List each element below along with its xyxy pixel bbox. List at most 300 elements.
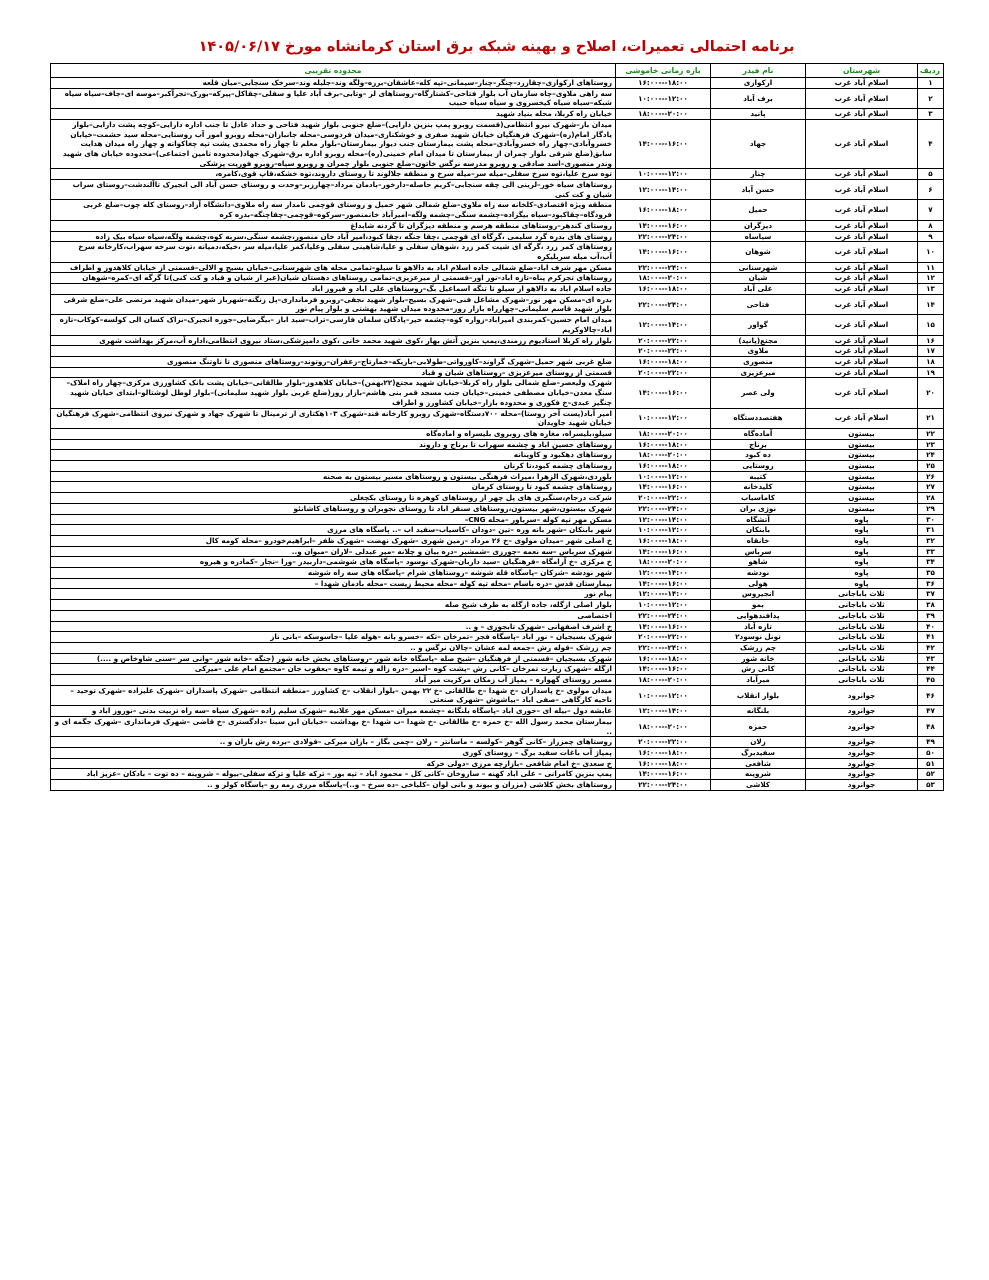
cell-city: پاوه	[806, 514, 918, 525]
cell-idx: ۵۳	[918, 780, 944, 791]
cell-city: ثلاث باباجانی	[806, 675, 918, 686]
cell-idx: ۹	[918, 231, 944, 242]
table-row	[51, 78, 944, 89]
cell-area: روستاهای دهکبود و کاوینانه	[51, 450, 616, 461]
cell-feeder: ولی عصر	[711, 378, 806, 408]
table-row	[51, 675, 944, 686]
table-row	[51, 482, 944, 493]
cell-city: بیستون	[806, 450, 918, 461]
cell-time: ۱۲:۰۰---۱۴:۰۰	[616, 589, 711, 600]
cell-area: عابشه دول –بیله ای –حوری اباد –پاسگاه بلنگانه –چشمه میران –مسکن مهر علانیه –شهرک سلیم زاده –شهرک سیاه –سه راه تربیت بدنی –نوروز اباد و	[51, 706, 616, 717]
cell-feeder: حمزه	[711, 716, 806, 736]
table-row	[51, 589, 944, 600]
table-row	[51, 535, 944, 546]
cell-time: ۱۲:۰۰---۱۴:۰۰	[616, 706, 711, 717]
cell-area: قسمتی از روستای میرعزیزی –روستاهای شیان و قباد	[51, 367, 616, 378]
cell-city: پاوه	[806, 568, 918, 579]
cell-time: ۱۴:۰۰---۱۶:۰۰	[616, 664, 711, 675]
table-row	[51, 180, 944, 200]
cell-area: شهرک بسیجیان –قسمتی از فرهنگیان –شیخ صله –پاسگاه خانه شور –روستاهای بخش خانه شور (جنگه –خانه شور –وانی سر –سنی شاوخاص و ....)	[51, 653, 616, 664]
cell-feeder: بلوار انقلاب	[711, 685, 806, 705]
cell-time: ۱۴:۰۰---۱۶:۰۰	[616, 769, 711, 780]
cell-area: شهرک ولیعصر–ضلع شمالی بلوار راه کربلا–خیابان شهید مجتع(۲۲بهمن)–خیابان کلاهدوز–بلوار طالقانی–خیابان پشت بانک کشاورزی مرکزی–چهار راه املاک–سنگ معدن–خیابان مصطفی خمینی–خیابان جنب مسجد قمر بنی هاشم–بازار روز(ضلع غربی بلوار شهید سلیمانی)–بلوار لوطل لوشتالو–ابتدای خیابان شهید چنگیز عبدی–خ فکوری و محدوده بازار–خیابان کشاورز و اطراف	[51, 378, 616, 408]
cell-feeder: میرعزیزی	[711, 367, 806, 378]
table-row	[51, 685, 944, 705]
cell-feeder: نوژی بران	[711, 503, 806, 514]
cell-time: ۱۲:۰۰---۱۴:۰۰	[616, 315, 711, 335]
cell-time: ۲۲:۰۰---۲۴:۰۰	[616, 780, 711, 791]
table-row	[51, 242, 944, 262]
cell-city: اسلام آباد غرب	[806, 180, 918, 200]
cell-area: روستاهای تجرکرم پناه–تازه اباد–نور اور–قسمتی از میرعزیزی–تمامی روستاهای دهستان شیان(غیر از شیان و قباد و کت کنی)تا گرگه ای–کمره–شوهان	[51, 273, 616, 284]
cell-feeder: خانقاه	[711, 535, 806, 546]
cell-feeder: شوهان	[711, 242, 806, 262]
table-row	[51, 780, 944, 791]
cell-time: ۱۲:۰۰---۱۴:۰۰	[616, 568, 711, 579]
table-row	[51, 450, 944, 461]
cell-feeder: هفتصددستگاه	[711, 408, 806, 428]
cell-feeder: بمو	[711, 600, 806, 611]
cell-idx: ۳۰	[918, 514, 944, 525]
cell-city: اسلام آباد غرب	[806, 356, 918, 367]
cell-time: ۱۶:۰۰---۱۸:۰۰	[616, 461, 711, 472]
cell-area: چم زرشک –قوله رش –جمعه لمه عشان –چالان نرگس و ..	[51, 642, 616, 653]
cell-city: اسلام آباد غرب	[806, 315, 918, 335]
cell-idx: ۱۲	[918, 273, 944, 284]
cell-feeder: کلیدخانه	[711, 482, 806, 493]
cell-city: جوانرود	[806, 769, 918, 780]
cell-idx: ۴۹	[918, 737, 944, 748]
cell-time: ۲۰:۰۰---۲۲:۰۰	[616, 737, 711, 748]
cell-area: روستاهای حسین اباد و چشمه سهراب تا برناج و داروند	[51, 439, 616, 450]
cell-idx: ۴۸	[918, 716, 944, 736]
cell-time: ۱۴:۰۰---۱۶:۰۰	[616, 220, 711, 231]
header-idx: ردیف	[918, 64, 944, 78]
cell-idx: ۱۴	[918, 294, 944, 314]
cell-feeder: شهرستانی	[711, 262, 806, 273]
table-row	[51, 356, 944, 367]
cell-feeder: روستایی	[711, 461, 806, 472]
cell-area: اختصاصی	[51, 610, 616, 621]
cell-idx: ۱۹	[918, 367, 944, 378]
cell-time: ۱۶:۰۰---۱۸:۰۰	[616, 758, 711, 769]
table-row	[51, 716, 944, 736]
cell-idx: ۷	[918, 200, 944, 220]
cell-feeder: سیاساه	[711, 231, 806, 242]
cell-area: پمپاژ آب باغات سفید برگ – روستای کوری	[51, 748, 616, 759]
cell-idx: ۲۶	[918, 471, 944, 482]
cell-area: روستاهای چشمه کبود،تا کرنان	[51, 461, 616, 472]
outage-schedule-table	[50, 63, 944, 791]
cell-time: ۱۴:۰۰---۱۶:۰۰	[616, 482, 711, 493]
cell-area: روستاهای ارکوازی–چقازرد–چنگر–چنار–سیمانی–تپه کله–عاشقان–برزه–ولگه وند–جلیله وند–سرخک سنجابی–میان قلعه	[51, 78, 616, 89]
cell-feeder: برف آباد	[711, 88, 806, 108]
cell-area: روستاهای چشمه کبود تا روستای کرمان	[51, 482, 616, 493]
cell-city: اسلام آباد غرب	[806, 231, 918, 242]
cell-time: ۱۶:۰۰---۱۸:۰۰	[616, 653, 711, 664]
cell-city: بیستون	[806, 461, 918, 472]
cell-time: ۱۴:۰۰---۱۶:۰۰	[616, 119, 711, 169]
cell-city: جوانرود	[806, 706, 918, 717]
cell-city: جوانرود	[806, 737, 918, 748]
cell-idx: ۱۸	[918, 356, 944, 367]
table-row	[51, 769, 944, 780]
table-row	[51, 428, 944, 439]
cell-area: شرکت درجام،سنگبری های پل چهر از روستاهای کوهره تا روستای بکچغلی	[51, 493, 616, 504]
table-row	[51, 284, 944, 295]
cell-time: ۲۰:۰۰---۲۲:۰۰	[616, 367, 711, 378]
cell-time: ۱۰:۰۰---۱۲:۰۰	[616, 408, 711, 428]
table-row	[51, 346, 944, 357]
cell-time: ۱۸:۰۰---۲۰:۰۰	[616, 450, 711, 461]
table-row	[51, 557, 944, 568]
cell-time: ۲۲:۰۰---۲۴:۰۰	[616, 294, 711, 314]
cell-idx: ۵۲	[918, 769, 944, 780]
cell-area: شهر نودشه –شرکان –پاسگاه قله شوشه –روستاهای شرام –پاسگاه های سه راه شوشه	[51, 568, 616, 579]
table-row	[51, 653, 944, 664]
cell-idx: ۴۰	[918, 621, 944, 632]
cell-time: ۱۶:۰۰---۱۸:۰۰	[616, 439, 711, 450]
cell-feeder: فتاحی	[711, 294, 806, 314]
cell-area: سه راهی ملاوی–چاه سازمان آب بلوار فتاحی–کشتارگاه–روستاهای لر –وتابی–برف آباد علیا و سفلی–چقاکل–پیرکه–بورک–تجرآکبر–موسه ای–جاف–سیاه سیاه شبکه–سیاه سیاه کیخسروی و سیاه سیاه حبیب	[51, 88, 616, 108]
cell-city: بیستون	[806, 428, 918, 439]
cell-feeder: تازه آباد	[711, 621, 806, 632]
cell-city: جوانرود	[806, 758, 918, 769]
cell-area: شهرک بیستون،شهر بیستون،روستاهای سنقر اباد تا روستای نجوبران و روستاهای کاشانئو	[51, 503, 616, 514]
cell-idx: ۴۱	[918, 632, 944, 643]
cell-idx: ۴۷	[918, 706, 944, 717]
cell-feeder: دیزگران	[711, 220, 806, 231]
cell-city: بیستون	[806, 439, 918, 450]
cell-feeder: بابنکان	[711, 525, 806, 536]
cell-idx: ۳۵	[918, 568, 944, 579]
cell-city: بیستون	[806, 471, 918, 482]
header-area: محدوده تقریبی	[51, 64, 616, 78]
cell-city: ثلاث باباجانی	[806, 610, 918, 621]
cell-idx: ۳	[918, 109, 944, 120]
cell-feeder: شروینه	[711, 769, 806, 780]
cell-area: ازگله –شهرک زیارت تمرخان –کانی رش –پشت کوه –اسیر –دره زاله و تیمه کاوه –یعقوب جان –مجتمع امام علی –میرکی	[51, 664, 616, 675]
cell-area: روستای کندهر–روستاهای منطقه هرسم و منطقه دیزگران تا گردنه شابداغ	[51, 220, 616, 231]
cell-time: ۱۲:۰۰---۱۴:۰۰	[616, 180, 711, 200]
cell-time: ۱۸:۰۰---۲۰:۰۰	[616, 675, 711, 686]
cell-idx: ۳۴	[918, 557, 944, 568]
cell-city: بیستون	[806, 503, 918, 514]
cell-idx: ۴۵	[918, 675, 944, 686]
cell-time: ۲۰:۰۰---۲۲:۰۰	[616, 493, 711, 504]
cell-feeder: گواور	[711, 315, 806, 335]
cell-time: ۱۰:۰۰---۱۲:۰۰	[616, 525, 711, 536]
cell-area: شهر بابنکان –شهر بانه وره –تین –دودان –کاسیاب–سفید اب –.. پاسگاه های مرزی	[51, 525, 616, 536]
cell-idx: ۲	[918, 88, 944, 108]
cell-idx: ۳۳	[918, 546, 944, 557]
cell-time: ۲۲:۰۰---۲۴:۰۰	[616, 231, 711, 242]
table-row	[51, 737, 944, 748]
table-row	[51, 169, 944, 180]
cell-area	[51, 346, 616, 357]
cell-idx: ۱۶	[918, 335, 944, 346]
cell-idx: ۲۱	[918, 408, 944, 428]
cell-feeder: پدافندهوایی	[711, 610, 806, 621]
cell-city: جوانرود	[806, 780, 918, 791]
cell-idx: ۴۲	[918, 642, 944, 653]
cell-idx: ۲۳	[918, 439, 944, 450]
table-row	[51, 546, 944, 557]
table-row	[51, 471, 944, 482]
cell-feeder: برناج	[711, 439, 806, 450]
cell-area: میدان مولوی –خ پاسداران –خ شهدا –خ طالقانی –خ ۲۲ بهمن –بلوار انقلاب –خ کشاورز –منطقه انتظامی –شهرک پاسداران –شهرک علیزاده –شهرک توحید –ناحیه کارگاهی –صفی اباد –بیاشوش –شهرک صنعتی	[51, 685, 616, 705]
cell-area: میدان بار–شهرک نیرو انتظامی(قسمت روبرو پمپ بنزین دارایی)–ضلع جنوبی بلوار شهید فتاحی و حداد عادل تا جنب اداره دارایی–کوچه پشت دارایی–بلوار یادگار امام(ره)–شهرک فرهنگیان خیابان شهید صفری و خوشکناری–میدان فردوسی–محله جانبازان–محله روبرو امور آب روستایی–محله سید حشمت–خیابان خسروآبادی–چهار راه خسروآبادی–محله پشت بیمارستان جنب دیوار بیمارستان–بلوار معلم تا چهار راه محمدی پشت تپه چغاکوانه و چهار راه میدان هدایت سابق(ضلع شرقی بلوار چمران از بیمارستان تا میدان امام خمینی(ره)–محله روبرو اداره برق–شهرک جهاد(محدوده تامین اجتماعی)–محدوده خیابان های شهید وندر منصوری–اسد صادقی و روبرو مدرسه نرگس خاتون–ضلع جنوبی بلوار چمران و روبرو سپاه–روبرو فوریت پزشکی	[51, 119, 616, 169]
cell-time: ۱۴:۰۰---۱۶:۰۰	[616, 242, 711, 262]
cell-city: ثلاث باباجانی	[806, 642, 918, 653]
cell-feeder: پانید	[711, 109, 806, 120]
cell-feeder: کلاشی	[711, 780, 806, 791]
cell-idx: ۲۹	[918, 503, 944, 514]
cell-idx: ۵	[918, 169, 944, 180]
cell-area: منطقه ویژه اقتصادی–کلخانه سه راه ملاوی–ضلع شمالی شهر حمیل و روستای قوچمی نامدار سه راه ملاوی–دانشگاه آزاد–روستای کله چوب–ضلع غربی فرودگاه–چقاکبود–سیاه بیگزاده–چشمه سنگی–چشمه ولگه–امیرآباد خانمنصور–سرکوه–قوچمی–چقاچنگه–بدره کره	[51, 200, 616, 220]
cell-city: بیستون	[806, 493, 918, 504]
cell-feeder: میرآباد	[711, 675, 806, 686]
cell-time: ۲۲:۰۰---۲۴:۰۰	[616, 610, 711, 621]
table-row	[51, 220, 944, 231]
cell-time: ۲۰:۰۰---۲۲:۰۰	[616, 335, 711, 346]
cell-idx: ۴	[918, 119, 944, 169]
table-row	[51, 335, 944, 346]
cell-idx: ۱۵	[918, 315, 944, 335]
cell-idx: ۳۲	[918, 535, 944, 546]
table-row	[51, 273, 944, 284]
table-row	[51, 664, 944, 675]
cell-city: اسلام آباد غرب	[806, 200, 918, 220]
header-city: شهرستان	[806, 64, 918, 78]
cell-city: اسلام آباد غرب	[806, 109, 918, 120]
cell-idx: ۳۷	[918, 589, 944, 600]
cell-idx: ۱۳	[918, 284, 944, 295]
cell-idx: ۴۳	[918, 653, 944, 664]
page-title: برنامه احتمالی تعمیرات، اصلاح و بهینه شبکه برق استان کرمانشاه مورخ ۱۴۰۵/۰۶/۱۷	[198, 39, 795, 55]
cell-area: بدره ای–مسکن مهر نور–شهرک مشاغل فنی–شهرک بسیج–بلوار شهید نجفی–روبرو فرمانداری–پل زنگنه–شهرباز شهر–میدان شهید مرتضی علی–ضلع شرقی بلوار شهید قاسم سلیمانی–چهارراه بازار روز–محدوده میدان شهید بهشتی و بلوار پیام نور	[51, 294, 616, 314]
cell-idx: ۳۱	[918, 525, 944, 536]
cell-feeder: کاماسیاب	[711, 493, 806, 504]
cell-time: ۱۴:۰۰---۱۶:۰۰	[616, 578, 711, 589]
cell-city: اسلام آباد غرب	[806, 367, 918, 378]
cell-city: ثلاث باباجانی	[806, 664, 918, 675]
cell-area: بلوار راه کربلا استادیوم رزمندی،پمپ بنزین آتش بهار ،کوی شهید محمد خانی ،کوی دامپزشکی،ستاد نیروی انتظامی،اداره آب،مرکز بهداشت شهری	[51, 335, 616, 346]
table-row	[51, 439, 944, 450]
cell-feeder: آتشگاه	[711, 514, 806, 525]
cell-time: ۱۸:۰۰---۲۰:۰۰	[616, 273, 711, 284]
cell-city: اسلام آباد غرب	[806, 335, 918, 346]
cell-idx: ۱۷	[918, 346, 944, 357]
cell-feeder: علی آباد	[711, 284, 806, 295]
cell-area: روستاهای کمر زرد ،گرگه ای شیت کمر زرد ،شوهان سفلی و علیا،شاهینی سفلی وعلیا،کمر علیا،میله سر ،خیکه،دمیانه ،توت سرخه سهراب،کارخانه سرخ آب،آب میله سربلیکره	[51, 242, 616, 262]
cell-area: میدان امام حسین–کمربندی امیراباد–زواره کوه–چشمه حیر–پادگان سلمان فارسی–تراب–سید اباز –بیگرضایی–جوزه انجیرک–نزاک کسان الی کولسه–کوکاب–تازه اباد–چالاوکریم	[51, 315, 616, 335]
table-row	[51, 578, 944, 589]
cell-idx: ۳۹	[918, 610, 944, 621]
cell-city: اسلام آباد غرب	[806, 169, 918, 180]
cell-city: اسلام آباد غرب	[806, 242, 918, 262]
cell-feeder: ارکوازی	[711, 78, 806, 89]
cell-city: اسلام آباد غرب	[806, 88, 918, 108]
cell-feeder: ملاوی	[711, 346, 806, 357]
table-row	[51, 503, 944, 514]
cell-idx: ۴۴	[918, 664, 944, 675]
table-row	[51, 642, 944, 653]
table-row	[51, 514, 944, 525]
cell-time: ۲۲:۰۰---۲۴:۰۰	[616, 262, 711, 273]
cell-area: خ اشرف اصفهانی –شهرک تابجوزی – و ..	[51, 621, 616, 632]
cell-city: ثلاث باباجانی	[806, 653, 918, 664]
table-row	[51, 231, 944, 242]
cell-city: ثلاث باباجانی	[806, 632, 918, 643]
cell-time: ۱۸:۰۰---۲۰:۰۰	[616, 109, 711, 120]
cell-idx: ۱۰	[918, 242, 944, 262]
cell-city: ثلاث باباجانی	[806, 600, 918, 611]
cell-idx: ۴۶	[918, 685, 944, 705]
cell-city: ثلاث باباجانی	[806, 589, 918, 600]
table-row	[51, 568, 944, 579]
table-row	[51, 621, 944, 632]
cell-feeder: جهاد	[711, 119, 806, 169]
cell-area: امیر آباد(پست آخر روستا)–محله ۷۰۰دستگاه–شهرک روبرو کارخانه قند–شهرک ۱۰۳هکتاری از ترمینال تا شهرک جهاد و شهرک نیروی انتظامی–شهرک فرهنگیان خیابان شهید جاویدان	[51, 408, 616, 428]
cell-feeder: بلنگانه	[711, 706, 806, 717]
table-row	[51, 493, 944, 504]
cell-city: اسلام آباد غرب	[806, 273, 918, 284]
cell-feeder: حسن آباد	[711, 180, 806, 200]
table-row	[51, 632, 944, 643]
cell-city: پاوه	[806, 557, 918, 568]
cell-idx: ۵۰	[918, 748, 944, 759]
cell-time: ۱۸:۰۰---۲۰:۰۰	[616, 716, 711, 736]
table-row	[51, 367, 944, 378]
cell-city: اسلام آباد غرب	[806, 378, 918, 408]
cell-idx: ۸	[918, 220, 944, 231]
cell-feeder: حمیل	[711, 200, 806, 220]
cell-idx: ۲۲	[918, 428, 944, 439]
cell-area: بلوردی،شهرک الزهرا ،میراث فرهنگی بیستون و روستاهای مسیر بیستون به صحنه	[51, 471, 616, 482]
cell-city: اسلام آباد غرب	[806, 119, 918, 169]
cell-area: خ سعدی –خ امام شافعی –بازارچه مرزی –دولی خرکه	[51, 758, 616, 769]
cell-city: پاوه	[806, 578, 918, 589]
table-row	[51, 109, 944, 120]
cell-area: شهرک سرباس –سه نعمه –چورزی –شمشیر –دره بیان و چلانه –میر عبدلی –لاران –مبوان و..	[51, 546, 616, 557]
cell-time: ۱۴:۰۰---۱۶:۰۰	[616, 621, 711, 632]
cell-area: پیام نور	[51, 589, 616, 600]
table-row	[51, 610, 944, 621]
cell-area: مسیر روستای گهواره – پمپاژ آب زمکان مرکزیت میر آباد	[51, 675, 616, 686]
cell-feeder: شیان	[711, 273, 806, 284]
cell-time: ۱۶:۰۰---۱۸:۰۰	[616, 284, 711, 295]
cell-area: بیمارستان محمد رسول الله –خ حمزه –خ طالقانی –خ شهدا –ب شهدا –خ بهداشت –خیابان ابن سینا –دادگستری –خ قاضی –شهرک فرمانداری –شهرک جگمه ای و ..	[51, 716, 616, 736]
table-row	[51, 119, 944, 169]
cell-time: ۱۰:۰۰---۱۲:۰۰	[616, 169, 711, 180]
table-header-row	[51, 64, 944, 78]
cell-time: ۱۶:۰۰---۱۸:۰۰	[616, 200, 711, 220]
cell-idx: ۶	[918, 180, 944, 200]
cell-feeder: کتیبه	[711, 471, 806, 482]
cell-feeder: هولی	[711, 578, 806, 589]
cell-area: بلوار اصلی ازگله، جاده ازگله به طرف شیخ صله	[51, 600, 616, 611]
cell-idx: ۳۶	[918, 578, 944, 589]
table-row	[51, 315, 944, 335]
table-row	[51, 525, 944, 536]
cell-city: پاوه	[806, 535, 918, 546]
cell-city: جوانرود	[806, 748, 918, 759]
table-row	[51, 706, 944, 717]
cell-time: ۱۶:۰۰---۱۸:۰۰	[616, 78, 711, 89]
cell-city: پاوه	[806, 525, 918, 536]
cell-feeder: انجیروس	[711, 589, 806, 600]
cell-idx: ۲۵	[918, 461, 944, 472]
cell-city: اسلام آباد غرب	[806, 294, 918, 314]
cell-idx: ۵۱	[918, 758, 944, 769]
cell-time: ۲۰:۰۰---۲۲:۰۰	[616, 346, 711, 357]
cell-area: خ مرکزی –خ آرامگاه –فرهنگیان –سید داربان–شهرک نوسود –پاسگاه های شوشمی–داربیدر –ورا –نجار –کمادره و هیروه	[51, 557, 616, 568]
cell-feeder: زلان	[711, 737, 806, 748]
cell-idx: ۱۱	[918, 262, 944, 273]
cell-time: ۱۰:۰۰---۱۲:۰۰	[616, 600, 711, 611]
table-row	[51, 88, 944, 108]
cell-city: پاوه	[806, 546, 918, 557]
header-feeder: نام فیدر	[711, 64, 806, 78]
table-row	[51, 758, 944, 769]
cell-city: اسلام آباد غرب	[806, 78, 918, 89]
cell-time: ۱۶:۰۰---۱۸:۰۰	[616, 356, 711, 367]
table-row	[51, 378, 944, 408]
cell-area: شهرک بسیجیان – نور اباد –پاسگاه فجر –تمرخان –تکه –خسرو بانه –هوله علیا –جاسوسکه –بانی ناز	[51, 632, 616, 643]
cell-time: ۱۰:۰۰---۱۲:۰۰	[616, 685, 711, 705]
cell-area: خ اصلی شهر –میدان مولوی –خ ۲۶ مرداد –زمین شهری –شهرک نهضت –شهرک ظفر –ابراهیم‌خودرو –محله کومه کال	[51, 535, 616, 546]
table-row	[51, 748, 944, 759]
cell-time: ۱۰:۰۰---۱۲:۰۰	[616, 471, 711, 482]
cell-feeder: چنار	[711, 169, 806, 180]
cell-time: ۱۸:۰۰---۲۰:۰۰	[616, 557, 711, 568]
cell-city: جوانرود	[806, 685, 918, 705]
cell-area: روستاهای بخش کلاشی (مزران و بیوند و بانی لوان –کلیاخی –ده سرخ – و..)–پاسگاه مرزی رمه رو –پاسگاه کولر و ..	[51, 780, 616, 791]
cell-feeder: سفیدبرگ	[711, 748, 806, 759]
cell-feeder: مجتع(پانید)	[711, 335, 806, 346]
cell-area: سیلو،بلیسراه، مغازه های روبروی بلیسراه و اماده‌گاه	[51, 428, 616, 439]
cell-time: ۲۲:۰۰---۲۴:۰۰	[616, 642, 711, 653]
cell-area: مسکن مهر شرف اباد–ضلع شمالی جاده اسلام اباد به دالاهو تا سیلو–تمامی محله های شهرستانی–خیابان بسیج و الالی–قسمتی از خیابان کلاهدوز و اطراف	[51, 262, 616, 273]
table-row	[51, 294, 944, 314]
cell-time: ۱۲:۰۰---۱۴:۰۰	[616, 514, 711, 525]
cell-area: جاده اسلام اباد به دالاهو از سیلو تا تنگه اسماعیل بگ–روستاهای علی اباد و فیروز اباد	[51, 284, 616, 295]
cell-idx: ۲۸	[918, 493, 944, 504]
cell-feeder: منصوری	[711, 356, 806, 367]
cell-city: اسلام آباد غرب	[806, 262, 918, 273]
cell-idx: ۱	[918, 78, 944, 89]
cell-feeder: سرباس	[711, 546, 806, 557]
cell-time: ۱۶:۰۰---۱۸:۰۰	[616, 535, 711, 546]
cell-area: بیمارستان قدس –دره باسام –محله تپه کوله –محله محیط زیست –محله بادمان شهدا –	[51, 578, 616, 589]
cell-area: مسکن مهر تپه کوله –سرباور –محله CNG–	[51, 514, 616, 525]
cell-city: اسلام آباد غرب	[806, 220, 918, 231]
table-row	[51, 200, 944, 220]
cell-city: جوانرود	[806, 716, 918, 736]
cell-time: ۱۸:۰۰---۲۰:۰۰	[616, 428, 711, 439]
cell-idx: ۲۷	[918, 482, 944, 493]
cell-city: ثلاث باباجانی	[806, 621, 918, 632]
cell-area: ضلع غربی شهر حمیل–شهرک گراوند–کاورواتی–طولابی–باریکه–خمارتاج–زعفران–روتوند–روستاهای منصوری تا ناوتنگ منصوری	[51, 356, 616, 367]
header-time: بازه زمانی خاموشی	[616, 64, 711, 78]
cell-time: ۱۶:۰۰---۱۸:۰۰	[616, 748, 711, 759]
cell-feeder: خانه شور	[711, 653, 806, 664]
cell-time: ۲۰:۰۰---۲۲:۰۰	[616, 632, 711, 643]
cell-feeder: ده کبود	[711, 450, 806, 461]
cell-area: پمپ بنزین کامرانی – علی اباد کهنه – ساروخان –کانی کل – محمود اباد – تپه بور – ترکه علیا و ترکه سفلی–بیوله – شروینه – ده توت – بادکان –عزیز اباد	[51, 769, 616, 780]
cell-time: ۲۲:۰۰---۲۴:۰۰	[616, 503, 711, 514]
